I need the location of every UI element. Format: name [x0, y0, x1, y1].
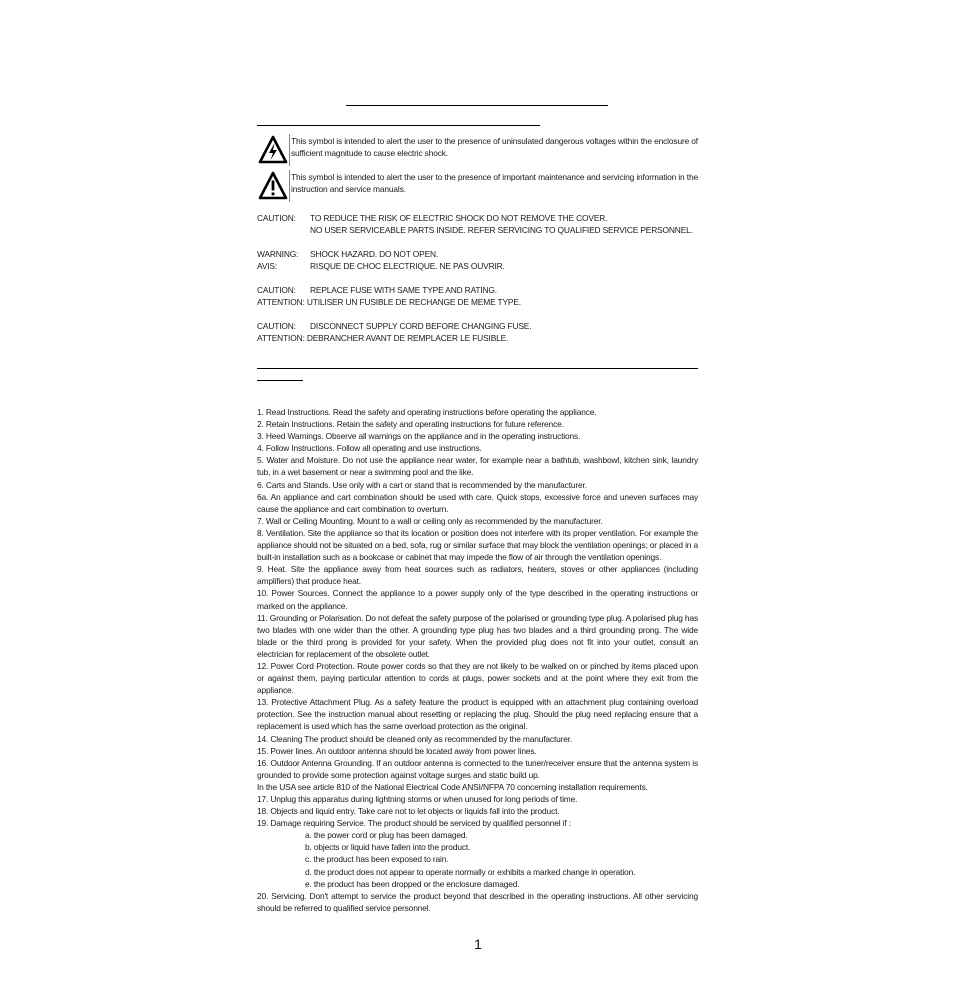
symbol-row-lightning [257, 134, 698, 166]
caution-fuse-type [257, 284, 698, 308]
subtitle-rule [257, 125, 540, 126]
list-item: 16. Outdoor Antenna Grounding. If an outdoor antenna is connected to the tuner/receiver ensure that the antenna system is grounded to provide some protection against voltage surges and static build up. [257, 757, 698, 780]
caution-label: CAUTION: [257, 213, 296, 223]
caution-label: CAUTION: [257, 321, 296, 331]
warning-shock [257, 248, 698, 272]
list-item: 18. Objects and liquid entry. Take care not to let objects or liquids fall into the product. [257, 806, 560, 817]
avis-text: RISQUE DE CHOC ELECTRIQUE. NE PAS OUVRIR. [310, 261, 505, 272]
exclamation-warning-icon [258, 171, 288, 201]
sub-list-item: d. the product does not appear to operate normally or exhibits a marked change in operation. [305, 866, 636, 877]
caution-cover [257, 212, 698, 236]
section-heading-rule [257, 380, 303, 381]
avis-label: AVIS: [257, 261, 278, 272]
attention-text: ATTENTION: DEBRANCHER AVANT DE REMPLACER LE FUSIBLE. [257, 333, 509, 344]
list-item: 11. Grounding or Polarisation. Do not defeat the safety purpose of the polarised or grounding type plug. A polarised plug has two blades with one wider than the other. A grounding type plug has two blades and a third grounding prong. The wide blade or the third prong is provided for your safety. When the provided plug does not fit into your outlet, consult an electrician for replacement of the obsolete outlet. [257, 612, 698, 659]
caution-supply-cord [257, 320, 698, 344]
sub-list-item: c. the product has been exposed to rain. [305, 854, 449, 865]
section-rule [257, 368, 698, 369]
sub-list-item: b. objects or liquid have fallen into the product. [305, 842, 471, 853]
list-item: 7. Wall or Ceiling Mounting. Mount to a wall or ceiling only as recommended by the manufacturer. [257, 515, 603, 526]
list-item: 6. Carts and Stands. Use only with a cart or stand that is recommended by the manufacturer. [257, 479, 587, 490]
symbol-description: This symbol is intended to alert the user to the presence of uninsulated dangerous voltages within the enclosure of sufficient magnitude to cause electric shock. [291, 136, 698, 159]
caution-label: CAUTION: [257, 285, 296, 295]
safety-instructions-list [257, 406, 698, 914]
list-item: 13. Protective Attachment Plug. As a safety feature the product is equipped with an attachment plug containing overload protection. See the instruction manual about resetting or replacing the plug. Should the plug need replacing ensure that a replacement is used which has the same overload protection as the original. [257, 697, 698, 732]
list-item: 10. Power Sources. Connect the appliance to a power supply only of the type described in the operating instructions or marked on the appliance. [257, 588, 698, 611]
list-item: 4. Follow Instructions. Follow all operating and use instructions. [257, 443, 482, 454]
list-item: 15. Power lines. An outdoor antenna should be located away from power lines. [257, 745, 537, 756]
list-item: 14. Cleaning The product should be cleaned only as recommended by the manufacturer. [257, 733, 573, 744]
page-number: 1 [474, 936, 482, 952]
warning-label: WARNING: [257, 249, 299, 259]
caution-text: TO REDUCE THE RISK OF ELECTRIC SHOCK DO NOT REMOVE THE COVER. [310, 213, 608, 223]
sub-list-item: e. the product has been dropped or the enclosure damaged. [305, 878, 520, 889]
list-item: 12. Power Cord Protection. Route power cords so that they are not likely to be walked on or pinched by items placed upon or against them, paying particular attention to cords at plugs, power sockets and at the point where they exit from the appliance. [257, 660, 698, 696]
symbol-description: This symbol is intended to alert the user to the presence of important maintenance and servicing information in the instruction and service manuals. [291, 172, 698, 195]
list-item: 1. Read Instructions. Read the safety and operating instructions before operating the appliance. [257, 407, 597, 417]
list-item: 3. Heed Warnings. Observe all warnings on the appliance and in the operating instructions. [257, 431, 581, 442]
list-item: 17. Unplug this apparatus during lightning storms or when unused for long periods of time. [257, 794, 578, 804]
caution-text: NO USER SERVICEABLE PARTS INSIDE. REFER SERVICING TO QUALIFIED SERVICE PERSONNEL. [310, 225, 693, 236]
list-item: 9. Heat. Site the appliance away from heat sources such as radiators, heaters, stoves or other appliances (including amplifiers) that produce heat. [257, 564, 698, 587]
attention-text: ATTENTION: UTILISER UN FUSIBLE DE RECHANGE DE MEME TYPE. [257, 297, 521, 308]
caution-text: DISCONNECT SUPPLY CORD BEFORE CHANGING FUSE. [310, 321, 532, 331]
title-rule [346, 105, 608, 106]
list-item: 6a. An appliance and cart combination should be used with care. Quick stops, excessive force and uneven surfaces may cause the appliance and cart combination to overturn. [257, 491, 698, 514]
caution-text: REPLACE FUSE WITH SAME TYPE AND RATING. [310, 285, 497, 295]
symbol-row-exclamation [257, 170, 698, 202]
lightning-warning-icon [258, 135, 288, 165]
list-item: 20. Servicing. Don't attempt to service the product beyond that described in the operating instructions. All other servicing should be referred to qualified service personnel. [257, 890, 698, 913]
sub-list-item: a. the power cord or plug has been damaged. [305, 830, 468, 841]
list-item: 8. Ventilation. Site the appliance so that its location or position does not interfere with its proper ventilation. For example the appliance should not be situated on a bed, sofa, rug or similar surface that may block the ventilation openings; or placed in a built-in installation such as a bookcase or cabinet that may impede the flow of air through the ventilation openings. [257, 527, 698, 563]
list-item: 19. Damage requiring Service. The product should be serviced by qualified personnel if : [257, 818, 571, 829]
list-item: 2. Retain Instructions. Retain the safety and operating instructions for future reference. [257, 419, 564, 430]
warning-text: SHOCK HAZARD. DO NOT OPEN. [310, 249, 439, 259]
list-item: 5. Water and Moisture. Do not use the appliance near water, for example near a bathtub, washbowl, kitchen sink, laundry tub, in a wet basement or near a swimming pool and the like. [257, 455, 698, 478]
list-item: In the USA see article 810 of the National Electrical Code ANSI/NFPA 70 concerning installation requirements. [257, 781, 648, 792]
